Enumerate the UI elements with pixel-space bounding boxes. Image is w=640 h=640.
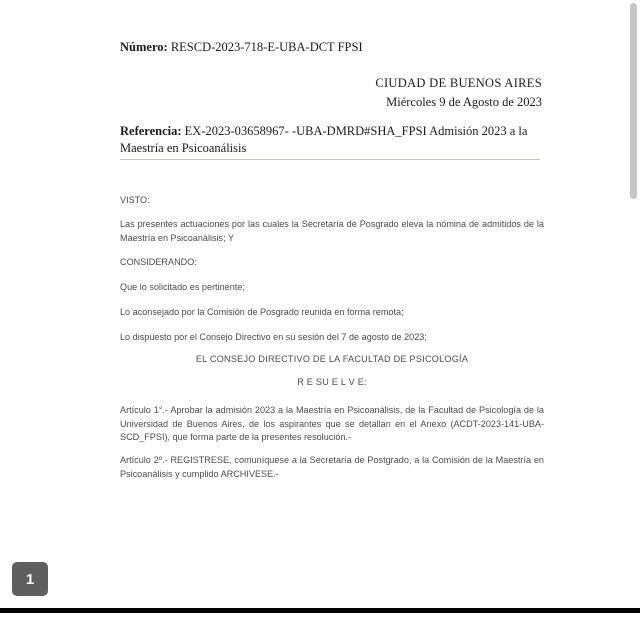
- article-2: Artículo 2º.- REGISTRESE, comuníquese a la Secretaría de Postgrado, a la Comisión de la Maestría en Psicoanálisis y cumplido ARCHIVESE.-: [120, 455, 544, 479]
- resuelve-heading: R E SU E L V E:: [297, 377, 367, 387]
- numero-label: Número:: [120, 40, 168, 54]
- considerando-item-1: Que lo solicitado es pertinente;: [120, 282, 245, 292]
- article-1: Artículo 1°.- Aprobar la admisión 2023 a la Maestría en Psicoanálisis, de la Facultad de Psicología de la Universidad de Buenos Aires, de los aspirantes que se detallan en el Anexo (ACDT-2023-141-UBA-SCD_FPSI), que forma parte de la presentes resolución.-: [120, 405, 544, 442]
- vertical-scrollbar[interactable]: [627, 0, 640, 608]
- referencia-label: Referencia:: [120, 124, 182, 138]
- bottom-blank-area: [0, 613, 640, 640]
- considerando-item-2: Lo aconsejado por la Comisión de Posgrado reunida en forma remota;: [120, 307, 404, 317]
- numero-line: [120, 39, 363, 55]
- considerando-heading: CONSIDERANDO:: [120, 257, 197, 267]
- numero-value: RESCD-2023-718-E-UBA-DCT FPSI: [170, 40, 363, 54]
- scrollbar-thumb[interactable]: [630, 3, 637, 199]
- header-divider: [120, 159, 540, 160]
- city-line: CIUDAD DE BUENOS AIRES: [375, 76, 542, 90]
- referencia-value: EX-2023-03658967- -UBA-DMRD#SHA_FPSI Admisión 2023 a la Maestría en Psicoanálisis: [120, 124, 528, 155]
- council-title: EL CONSEJO DIRECTIVO DE LA FACULTAD DE PSICOLOGÍA: [195, 354, 469, 364]
- referencia-line: [120, 123, 544, 157]
- page-number-badge[interactable]: 1: [12, 562, 48, 596]
- visto-heading: VISTO:: [120, 195, 150, 205]
- visto-text: Las presentes actuaciones por las cuales la Secretaría de Posgrado eleva la nómina de admitidos de la Maestría en Psicoanálisis; Y: [120, 219, 544, 243]
- date-line: Miércoles 9 de Agosto de 2023: [386, 95, 542, 109]
- considerando-item-3: Lo dispuesto por el Consejo Directivo en su sesión del 7 de agosto de 2023;: [120, 332, 427, 342]
